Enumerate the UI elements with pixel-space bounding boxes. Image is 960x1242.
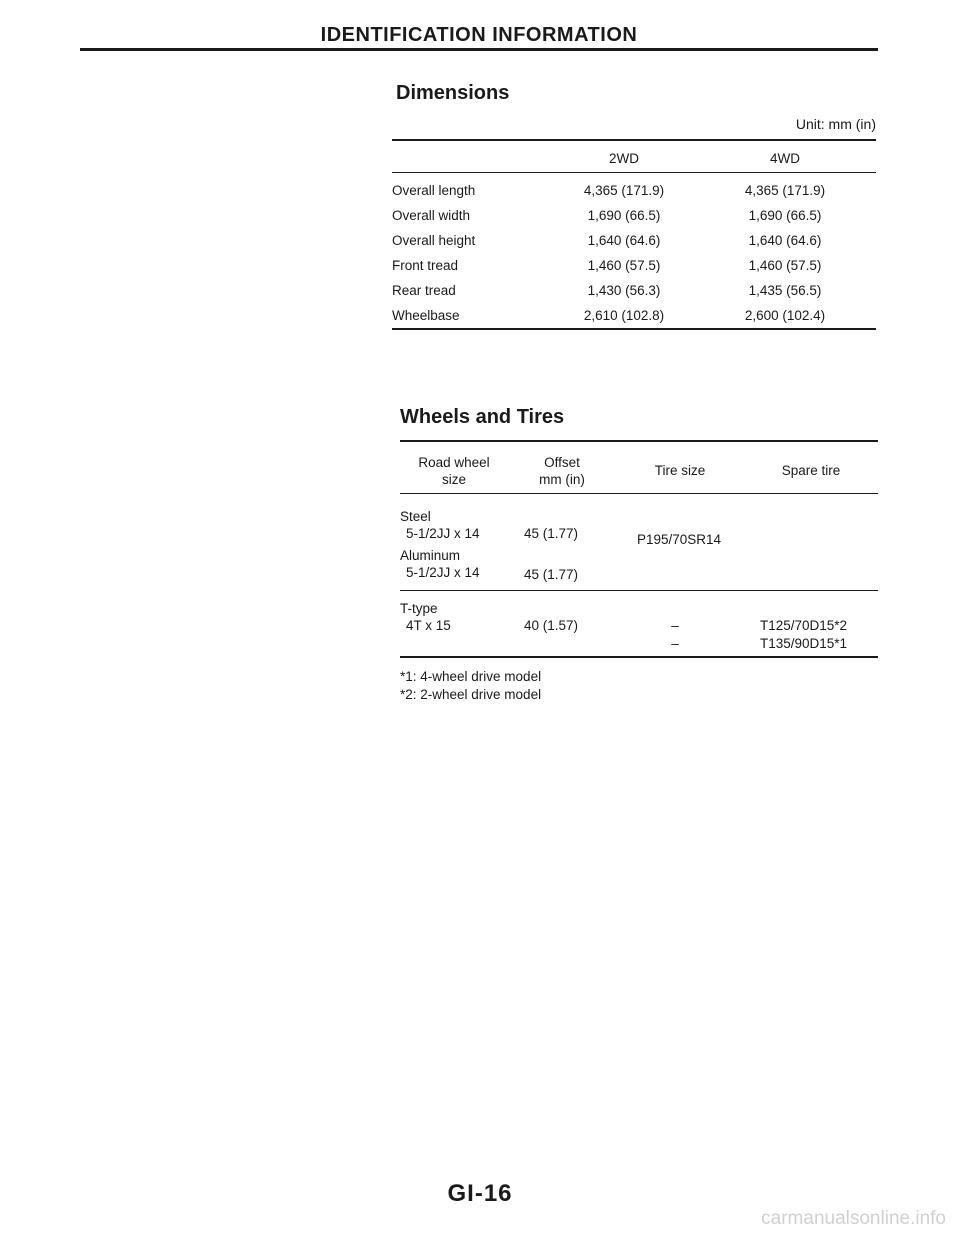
value-4wd: 1,435 (56.5) <box>748 283 822 298</box>
value-2wd: 1,430 (56.3) <box>587 283 661 298</box>
unit-label: Unit: mm (in) <box>795 116 876 132</box>
shared-tire-size: P195/70SR14 <box>637 532 722 547</box>
value-4wd: 1,690 (66.5) <box>748 208 822 223</box>
dimensions-header-item <box>392 144 554 172</box>
aluminum-offset: 45 (1.77) <box>524 567 579 582</box>
ttype-spare-2: T135/90D15*1 <box>760 636 848 651</box>
header-offset <box>512 454 612 488</box>
value-2wd: 1,640 (64.6) <box>587 233 661 248</box>
header-road-wheel-line1: Road wheel <box>418 455 490 470</box>
steel-wheel <box>400 508 520 542</box>
header-spare-tire: Spare tire <box>781 463 841 478</box>
dimensions-bottom-rule <box>392 328 876 330</box>
footnote-2: *2: 2-wheel drive model <box>400 687 542 702</box>
ttype-spare-1: T125/70D15*2 <box>760 618 848 633</box>
value-4wd: 1,460 (57.5) <box>748 258 822 273</box>
dimensions-header-2wd: 2WD <box>609 150 639 166</box>
dimensions-header-rule <box>392 172 876 173</box>
table-row <box>392 278 876 303</box>
steel-label: Steel <box>400 509 431 524</box>
value-2wd: 1,690 (66.5) <box>587 208 661 223</box>
header-rule <box>80 48 878 51</box>
aluminum-size: 5-1/2JJ x 14 <box>406 565 480 580</box>
header-offset-line1: Offset <box>544 455 580 470</box>
value-4wd: 4,365 (171.9) <box>744 183 826 198</box>
value-4wd: 2,600 (102.4) <box>744 308 826 323</box>
ttype-size: 4T x 15 <box>406 618 451 633</box>
ttype-offset: 40 (1.57) <box>524 618 579 633</box>
footnotes <box>400 668 541 704</box>
ttype-tire-2: – <box>671 636 679 651</box>
table-row <box>392 203 876 228</box>
row-label: Rear tread <box>392 283 456 298</box>
dimensions-header-4wd: 4WD <box>770 150 800 166</box>
table-row <box>392 228 876 253</box>
ttype-wheel <box>400 600 520 634</box>
header-road-wheel-line2: size <box>441 472 466 487</box>
watermark: carmanualsonline.info <box>761 1208 946 1229</box>
table-row <box>392 172 876 203</box>
value-2wd: 2,610 (102.8) <box>583 308 665 323</box>
header-tire-size: Tire size <box>654 463 706 478</box>
steel-size: 5-1/2JJ x 14 <box>406 526 480 541</box>
wheels-mid-rule <box>400 590 878 591</box>
row-label: Wheelbase <box>392 308 460 323</box>
table-row <box>392 253 876 278</box>
aluminum-label: Aluminum <box>400 548 461 563</box>
dimensions-top-rule <box>392 139 876 141</box>
row-label: Overall height <box>392 233 476 248</box>
page-header-title: IDENTIFICATION INFORMATION <box>320 24 638 46</box>
header-offset-line2: mm (in) <box>539 472 585 487</box>
value-2wd: 4,365 (171.9) <box>583 183 665 198</box>
row-label: Overall width <box>392 208 471 223</box>
wheels-bottom-rule <box>400 656 878 658</box>
ttype-label: T-type <box>400 601 438 616</box>
value-4wd: 1,640 (64.6) <box>748 233 822 248</box>
wheels-title: Wheels and Tires <box>400 406 565 428</box>
footnote-1: *1: 4-wheel drive model <box>400 669 542 684</box>
ttype-tire-1: – <box>671 618 679 633</box>
aluminum-wheel <box>400 547 520 581</box>
steel-offset: 45 (1.77) <box>524 526 579 541</box>
value-2wd: 1,460 (57.5) <box>587 258 661 273</box>
table-row <box>392 303 876 328</box>
row-label: Overall length <box>392 183 476 198</box>
dimensions-title: Dimensions <box>396 82 510 104</box>
page-number: GI-16 <box>447 1180 513 1207</box>
row-label: Front tread <box>392 258 459 273</box>
header-road-wheel <box>404 454 504 488</box>
dimensions-header-row <box>392 144 876 172</box>
wheels-header-rule <box>400 493 878 494</box>
wheels-top-rule <box>400 440 878 442</box>
